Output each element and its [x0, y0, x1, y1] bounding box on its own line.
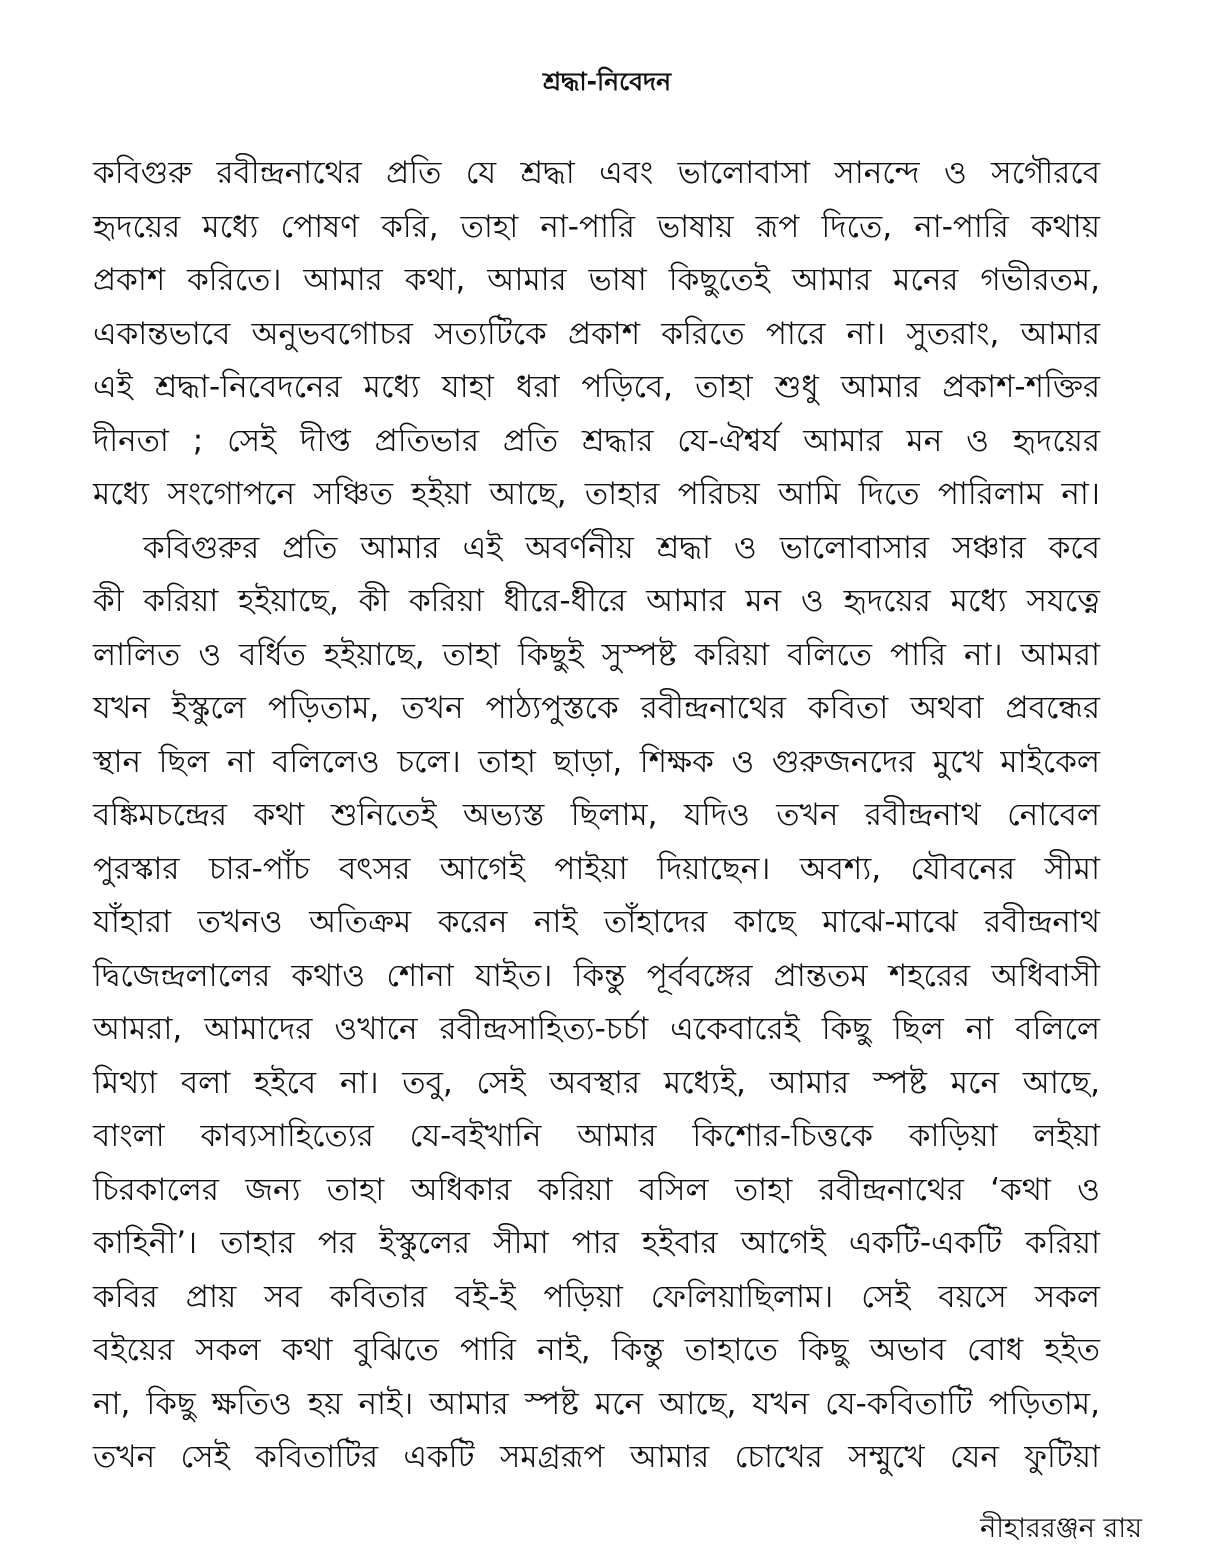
- text-line: কবিগুরু রবীন্দ্রনাথের প্রতি যে শ্রদ্ধা এবং ভালোবাসা সানন্দে ও সগৌরবে: [93, 155, 1100, 191]
- text-line: মধ্যে সংগোপনে সঞ্চিত হইয়া আছে, তাহার পরিচয় আমি দিতে পারিলাম না।: [93, 476, 1100, 512]
- text-line: চিরকালের জন্য তাহা অধিকার করিয়া বসিল তাহা রবীন্দ্রনাথের ‘কথা ও: [93, 1171, 1100, 1208]
- text-line: প্রকাশ করিতে। আমার কথা, আমার ভাষা কিছুতেই আমার মনের গভীরতম,: [93, 262, 1100, 298]
- text-line: যাঁহারা তখনও অতিক্রম করেন নাই তাঁহাদের কাছে মাঝে-মাঝে রবীন্দ্রনাথ: [93, 904, 1100, 940]
- text-line: এই শ্রদ্ধা-নিবেদনের মধ্যে যাহা ধরা পড়িবে, তাহা শুধু আমার প্রকাশ-শক্তির: [93, 369, 1100, 405]
- text-line: স্থান ছিল না বলিলেও চলে। তাহা ছাড়া, শিক্ষক ও গুরুজনদের মুখে মাইকেল: [93, 743, 1100, 780]
- text-line: কাহিনী’। তাহার পর ইস্কুলের সীমা পার হইবার আগেই একটি-একটি করিয়া: [93, 1225, 1100, 1261]
- text-line: কবিগুরুর প্রতি আমার এই অবর্ণনীয় শ্রদ্ধা ও ভালোবাসার সঞ্চার কবে: [143, 529, 1100, 566]
- text-line: তখন সেই কবিতাটির একটি সমগ্ররূপ আমার চোখের সম্মুখে যেন ফুটিয়া: [93, 1439, 1100, 1475]
- text-line: লালিত ও বর্ধিত হইয়াছে, তাহা কিছুই সুস্পষ্ট করিয়া বলিতে পারি না। আমরা: [93, 636, 1100, 673]
- text-line: কবির প্রায় সব কবিতার বই-ই পড়িয়া ফেলিয়াছিলাম। সেই বয়সে সকল: [93, 1278, 1100, 1315]
- document-body: [93, 150, 1100, 1488]
- text-line: না, কিছু ক্ষতিও হয় নাই। আমার স্পষ্ট মনে আছে, যখন যে-কবিতাটি পড়িতাম,: [93, 1385, 1100, 1422]
- text-line: বাংলা কাব্যসাহিত্যের যে-বইখানি আমার কিশোর-চিত্তকে কাড়িয়া লইয়া: [93, 1118, 1100, 1154]
- text-line: যখন ইস্কুলে পড়িতাম, তখন পাঠ্যপুস্তকে রবীন্দ্রনাথের কবিতা অথবা প্রবন্ধের: [93, 690, 1100, 726]
- text-line: একান্তভাবে অনুভবগোচর সত্যটিকে প্রকাশ করিতে পারে না। সুতরাং, আমার: [93, 315, 1100, 352]
- text-line: বঙ্কিমচন্দ্রের কথা শুনিতেই অভ্যস্ত ছিলাম, যদিও তখন রবীন্দ্রনাথ নোবেল: [93, 797, 1100, 833]
- page-title: শ্রদ্ধা-নিবেদন: [542, 67, 672, 96]
- text-line: আমরা, আমাদের ওখানে রবীন্দ্রসাহিত্য-চর্চা একেবারেই কিছু ছিল না বলিলে: [93, 1011, 1100, 1047]
- text-line: মিথ্যা বলা হইবে না। তবু, সেই অবস্থার মধ্যেই, আমার স্পষ্ট মনে আছে,: [93, 1064, 1100, 1101]
- author-signature: নীহাররঞ্জন রায়: [980, 1513, 1142, 1544]
- text-line: কী করিয়া হইয়াছে, কী করিয়া ধীরে-ধীরে আমার মন ও হৃদয়ের মধ্যে সযত্নে: [93, 583, 1100, 619]
- text-line: পুরস্কার চার-পাঁচ বৎসর আগেই পাইয়া দিয়াছেন। অবশ্য, যৌবনের সীমা: [93, 850, 1100, 887]
- text-line: দ্বিজেন্দ্রলালের কথাও শোনা যাইত। কিন্তু পূর্ববঙ্গের প্রান্ততম শহরের অধিবাসী: [93, 957, 1100, 994]
- text-line: হৃদয়ের মধ্যে পোষণ করি, তাহা না-পারি ভাষায় রূপ দিতে, না-পারি কথায়: [93, 208, 1100, 245]
- text-line: বইয়ের সকল কথা বুঝিতে পারি নাই, কিন্তু তাহাতে কিছু অভাব বোধ হইত: [93, 1332, 1100, 1368]
- text-line: দীনতা ; সেই দীপ্ত প্রতিভার প্রতি শ্রদ্ধার যে-ঐশ্বর্য আমার মন ও হৃদয়ের: [93, 422, 1100, 459]
